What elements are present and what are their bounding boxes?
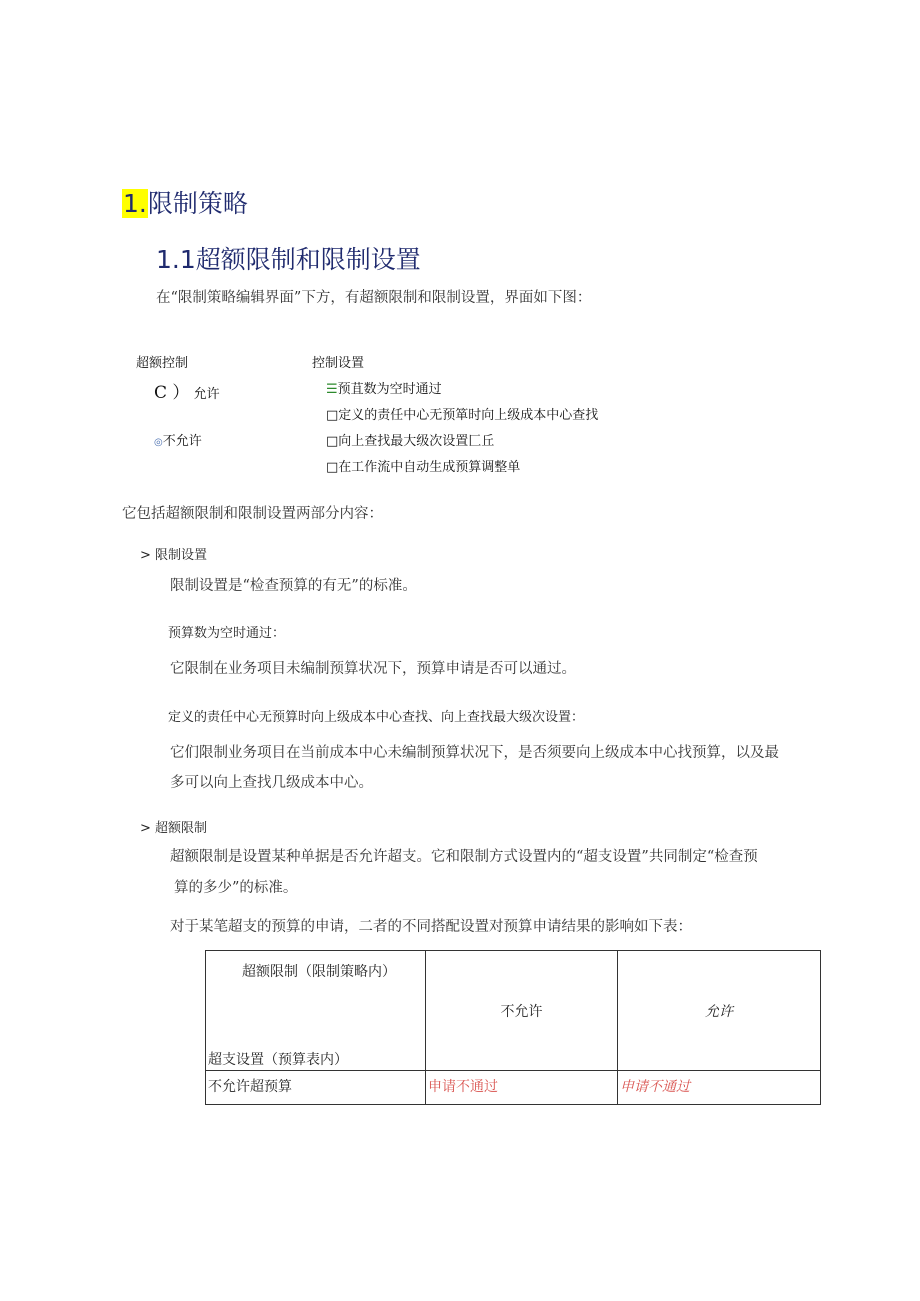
- heading-2: 1.1超额限制和限制设置: [156, 245, 421, 274]
- comparison-table: [205, 950, 820, 1101]
- option-label: 预苴数为空时通过: [337, 382, 442, 397]
- bullet-limit-settings: > 限制设置: [140, 548, 208, 563]
- item-empty-budget-desc: 它限制在业务项目未编制预算状况下，预算申请是否可以通过。: [170, 661, 576, 677]
- heading-1: [122, 184, 248, 220]
- option-label: 定义的责任中心无预箪时向上级成本中心查找: [338, 408, 599, 423]
- settings-panel: [120, 340, 640, 475]
- control-settings-header: 控制设置: [312, 356, 365, 371]
- col-header-disallow: 不允许: [426, 951, 618, 1071]
- checkbox-checked-icon: ☰: [326, 382, 338, 397]
- corner-top-label: 超额限制（限制策略内）: [242, 964, 396, 980]
- intro-paragraph: 在“限制策略编辑界面”下方，有超额限制和限制设置，界面如下图：: [156, 290, 592, 306]
- item-search-parent-desc-2: 多可以向上查找几级成本中心。: [170, 775, 373, 791]
- option-label: 向上查找最大级次设置匚丘: [338, 434, 495, 449]
- table-row: [206, 1071, 821, 1105]
- radio-disallow-label: 不允许: [162, 434, 202, 449]
- overspend-control-header: 超额控制: [136, 356, 189, 371]
- heading-1-title: 限制策略: [147, 189, 248, 218]
- row-label: 不允许超预算: [206, 1071, 426, 1105]
- option-label: 在工作流中自动生成预算调整单: [338, 460, 521, 475]
- radio-allow[interactable]: [154, 378, 220, 403]
- row-cell-disallow: 申请不通过: [426, 1071, 618, 1105]
- overspend-desc-1: 超额限制是设置某种单据是否允许超支。它和限制方式设置内的“超支设置”共同制定“检查预: [170, 849, 758, 865]
- overspend-desc-2: 算的多少”的标准。: [174, 880, 298, 896]
- checkbox-icon: □: [326, 460, 339, 475]
- table-header-row: [206, 951, 821, 1071]
- option-auto-adjust[interactable]: [326, 456, 520, 475]
- limit-settings-desc: 限制设置是“检查预算的有无”的标准。: [170, 578, 417, 594]
- radio-allow-label: 允许: [193, 387, 220, 402]
- table-corner-cell: [206, 951, 426, 1071]
- table-intro: 对于某笔超支的预算的申请，二者的不同搭配设置对预算申请结果的影响如下表：: [170, 919, 692, 935]
- checkbox-icon: □: [326, 434, 339, 449]
- summary-paragraph: 它包括超额限制和限制设置两部分内容：: [122, 506, 383, 522]
- radio-selected-icon: ◎: [154, 437, 163, 448]
- option-search-parent-center[interactable]: [326, 404, 598, 423]
- bullet-overspend-limit: > 超额限制: [140, 821, 208, 836]
- radio-allow-icon: C ）: [154, 383, 190, 403]
- row-cell-allow: 申请不通过: [618, 1071, 821, 1105]
- option-max-level[interactable]: [326, 430, 494, 449]
- item-search-parent-desc-1: 它们限制业务项目在当前成本中心未编制预算状况下，是否须要向上级成本中心找预算，以及最: [170, 745, 779, 761]
- item-search-parent-title: 定义的责任中心无预算时向上级成本中心查找、向上查找最大级次设置：: [168, 710, 585, 725]
- option-empty-budget-pass[interactable]: [326, 378, 442, 397]
- heading-1-number: 1.: [123, 189, 147, 218]
- radio-disallow[interactable]: [154, 430, 202, 449]
- checkbox-icon: □: [326, 408, 339, 423]
- corner-bottom-label: 超支设置（预算表内）: [208, 1052, 348, 1068]
- item-empty-budget-title: 预算数为空时通过：: [168, 626, 286, 641]
- col-header-allow: 允许: [618, 951, 821, 1071]
